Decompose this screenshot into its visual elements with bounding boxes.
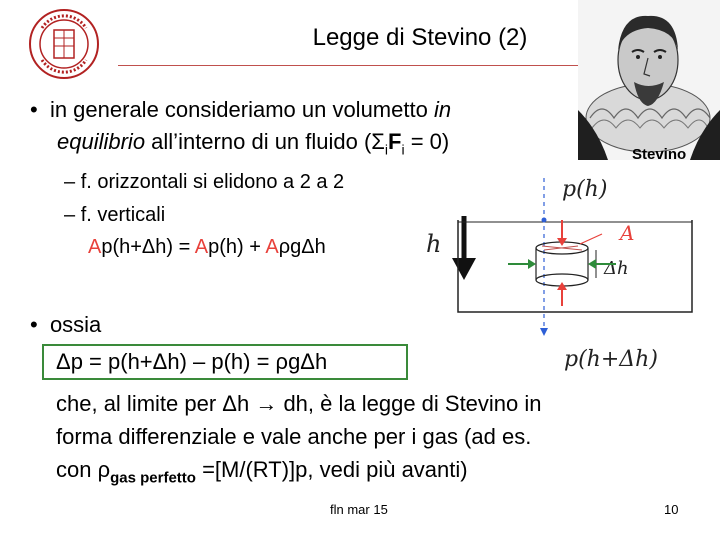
bullet-2-label: ossia xyxy=(49,312,102,337)
sub-bullet-dash: – xyxy=(64,204,76,226)
area-symbol: A xyxy=(194,236,209,258)
stevino-portrait-image xyxy=(578,0,720,160)
fluid-container xyxy=(458,220,692,312)
page-number: 10 xyxy=(664,502,679,517)
surface-point xyxy=(542,218,547,223)
area-symbol: A xyxy=(88,236,102,258)
sub-bullet-dash: – xyxy=(64,171,76,193)
bullet-1-text-b: all’interno di un fluido (Σ xyxy=(145,129,385,154)
pressure-bottom-label: p(h+Δh) xyxy=(564,347,658,372)
bullet-1-line-1 xyxy=(30,94,451,125)
bullet-dot: • xyxy=(30,97,38,122)
force-balance-equation xyxy=(88,232,326,262)
depth-h-label: h xyxy=(426,230,442,258)
equation-part: p(h+Δh) = xyxy=(101,236,195,258)
area-A-label: A xyxy=(620,221,635,245)
subscript-i: i xyxy=(384,141,389,158)
bullet-dot: • xyxy=(30,312,38,337)
portrait-caption: Stevino xyxy=(632,146,687,163)
sub-bullet-horizontal xyxy=(64,167,344,197)
university-seal-logo xyxy=(28,8,100,80)
area-symbol: A xyxy=(265,236,279,258)
sub-bullet-2-text: f. verticali xyxy=(80,204,166,226)
bullet-1-line-2 xyxy=(57,126,449,165)
sub-bullet-1-text: f. orizzontali si elidono a 2 a 2 xyxy=(80,171,345,193)
bullet-2-line-4 xyxy=(56,454,468,493)
pressure-top-label: p(h) xyxy=(562,177,608,202)
bullet-1-text-c: = 0) xyxy=(404,129,450,154)
slide-footer: fln mar 15 xyxy=(330,502,388,517)
title-divider xyxy=(118,65,580,66)
vertical-axis-arrow xyxy=(540,328,548,336)
bullet-2-line-3: forma differenziale e vale anche per i gas (ad es. xyxy=(56,424,532,449)
bullet-2-text-a: con ρ xyxy=(56,457,111,482)
slide-title: Legge di Stevino (2) xyxy=(312,24,528,51)
bullet-1-text-italic-equilibrio: equilibrio xyxy=(57,129,146,154)
force-symbol: F xyxy=(388,129,402,154)
bullet-1-text-a: in generale consideriamo un volumetto xyxy=(49,97,434,122)
stevino-formula: Δp = p(h+Δh) – p(h) = ρgΔh xyxy=(56,349,328,374)
equation-part: ρgΔh xyxy=(278,236,326,258)
bullet-2-text-b: =[M/(RT)]p, vedi più avanti) xyxy=(195,457,468,482)
sub-bullet-vertical xyxy=(64,200,165,230)
bullet-2-line-1 xyxy=(30,309,101,340)
subscript-gas-perfetto: gas perfetto xyxy=(110,469,196,487)
bullet-2-line-2: che, al limite per Δh → dh, è la legge di Stevino in xyxy=(56,391,542,416)
subscript-i: i xyxy=(401,141,405,158)
depth-arrow-head xyxy=(452,258,476,280)
bullet-1-text-italic-in: in xyxy=(433,97,452,122)
equation-part: p(h) + xyxy=(208,236,266,258)
delta-h-label: Δh xyxy=(604,258,629,279)
fluid-volume-diagram xyxy=(412,160,702,385)
